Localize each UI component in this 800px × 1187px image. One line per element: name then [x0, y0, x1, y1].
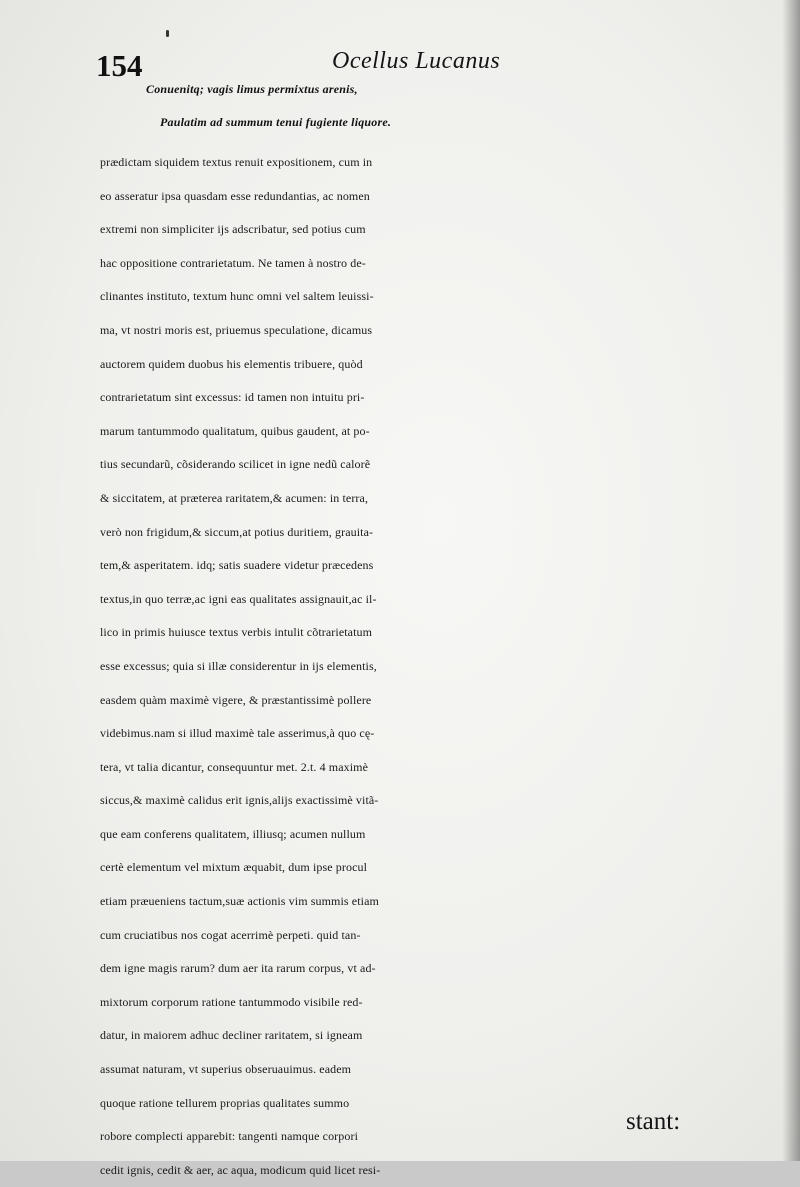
text-line: ma, vt nostri moris est, priuemus speculatione, dicamus — [100, 322, 373, 337]
page-number: 154 — [96, 48, 143, 83]
text-line: cum cruciatibus nos cogat acerrimè perpeti. quid tan- — [100, 927, 361, 942]
verse-line: Paulatim ad summum tenui fugiente liquore. — [160, 115, 392, 129]
text-line: certè elementum vel mixtum æquabit, dum ipse procul — [100, 860, 368, 875]
text-line: marum tantummodo qualitatum, quibus gaudent, at po- — [100, 423, 370, 438]
text-line: quoque ratione tellurem proprias qualitates summo — [100, 1095, 350, 1110]
text-line: extremi non simpliciter ijs adscribatur, sed potius cum — [100, 222, 366, 237]
text-line: siccus,& maximè calidus erit ignis,alijs exactissimè vitã- — [100, 793, 379, 808]
text-line: tius secundarũ, cõsiderando scilicet in igne nedũ calorẽ — [100, 457, 371, 472]
text-line: robore complecti apparebit: tangenti namque corpori — [100, 1129, 359, 1144]
ink-speck — [166, 30, 169, 37]
text-line: cedit ignis, cedit & aer, ac aqua, modicum quid licet resi- — [100, 1162, 381, 1177]
body-text — [100, 146, 720, 1187]
text-line: tera, vt talia dicantur, consequuntur met. 2.t. 4 maximè — [100, 759, 369, 774]
text-line: prædictam siquidem textus renuit expositionem, cum in — [100, 155, 373, 169]
running-head: Ocellus Lucanus — [332, 48, 501, 74]
text-line: & siccitatem, at præterea raritatem,& acumen: in terra, — [100, 490, 369, 505]
text-line: lico in primis huiusce textus verbis intulit cõtrarietatum — [100, 625, 373, 640]
text-line: dem igne magis rarum? dum aer ita rarum corpus, vt ad- — [100, 961, 376, 976]
text-line: eo asseratur ipsa quasdam esse redundantias, ac nomen — [100, 188, 370, 203]
verse-line: Conuenitq; vagis limus permixtus arenis, — [146, 82, 358, 96]
text-line: etiam præueniens tactum,suæ actionis vim summis etiam — [100, 894, 379, 909]
text-line: clinantes instituto, textum hunc omni vel saltem leuissi- — [100, 289, 374, 304]
page-header — [96, 44, 696, 82]
text-line: datur, in maiorem adhuc decliner raritatem, si igneam — [100, 1028, 363, 1043]
text-line: mixtorum corporum ratione tantummodo visibile red- — [100, 994, 363, 1009]
text-line: easdem quàm maximè vigere, & præstantissimè pollere — [100, 692, 372, 707]
text-line: auctorem quidem duobus his elementis tribuere, quòd — [100, 356, 363, 371]
text-line: assumat naturam, vt superius obseruauimus. eadem — [100, 1062, 352, 1077]
text-line: hac oppositione contrarietatum. Ne tamen à nostro de- — [100, 255, 366, 270]
text-line: que eam conferens qualitatem, illiusq; acumen nullum — [100, 826, 366, 841]
text-line: videbimus.nam si illud maximè tale asserimus,à quo cę- — [100, 726, 375, 741]
text-line: textus,in quo terræ,ac igni eas qualitates assignauit,ac il- — [100, 591, 377, 606]
text-line: verò non frigidum,& siccum,at potius duritiem, grauita- — [100, 524, 374, 539]
text-line: tem,& asperitatem. idq; satis suadere videtur præcedens — [100, 558, 374, 573]
text-line: contrarietatum sint excessus: id tamen non intuitu pri- — [100, 390, 365, 405]
catchword: stant: — [626, 1108, 681, 1135]
text-line: esse excessus; quia si illæ considerentur in ijs elementis, — [100, 658, 377, 673]
